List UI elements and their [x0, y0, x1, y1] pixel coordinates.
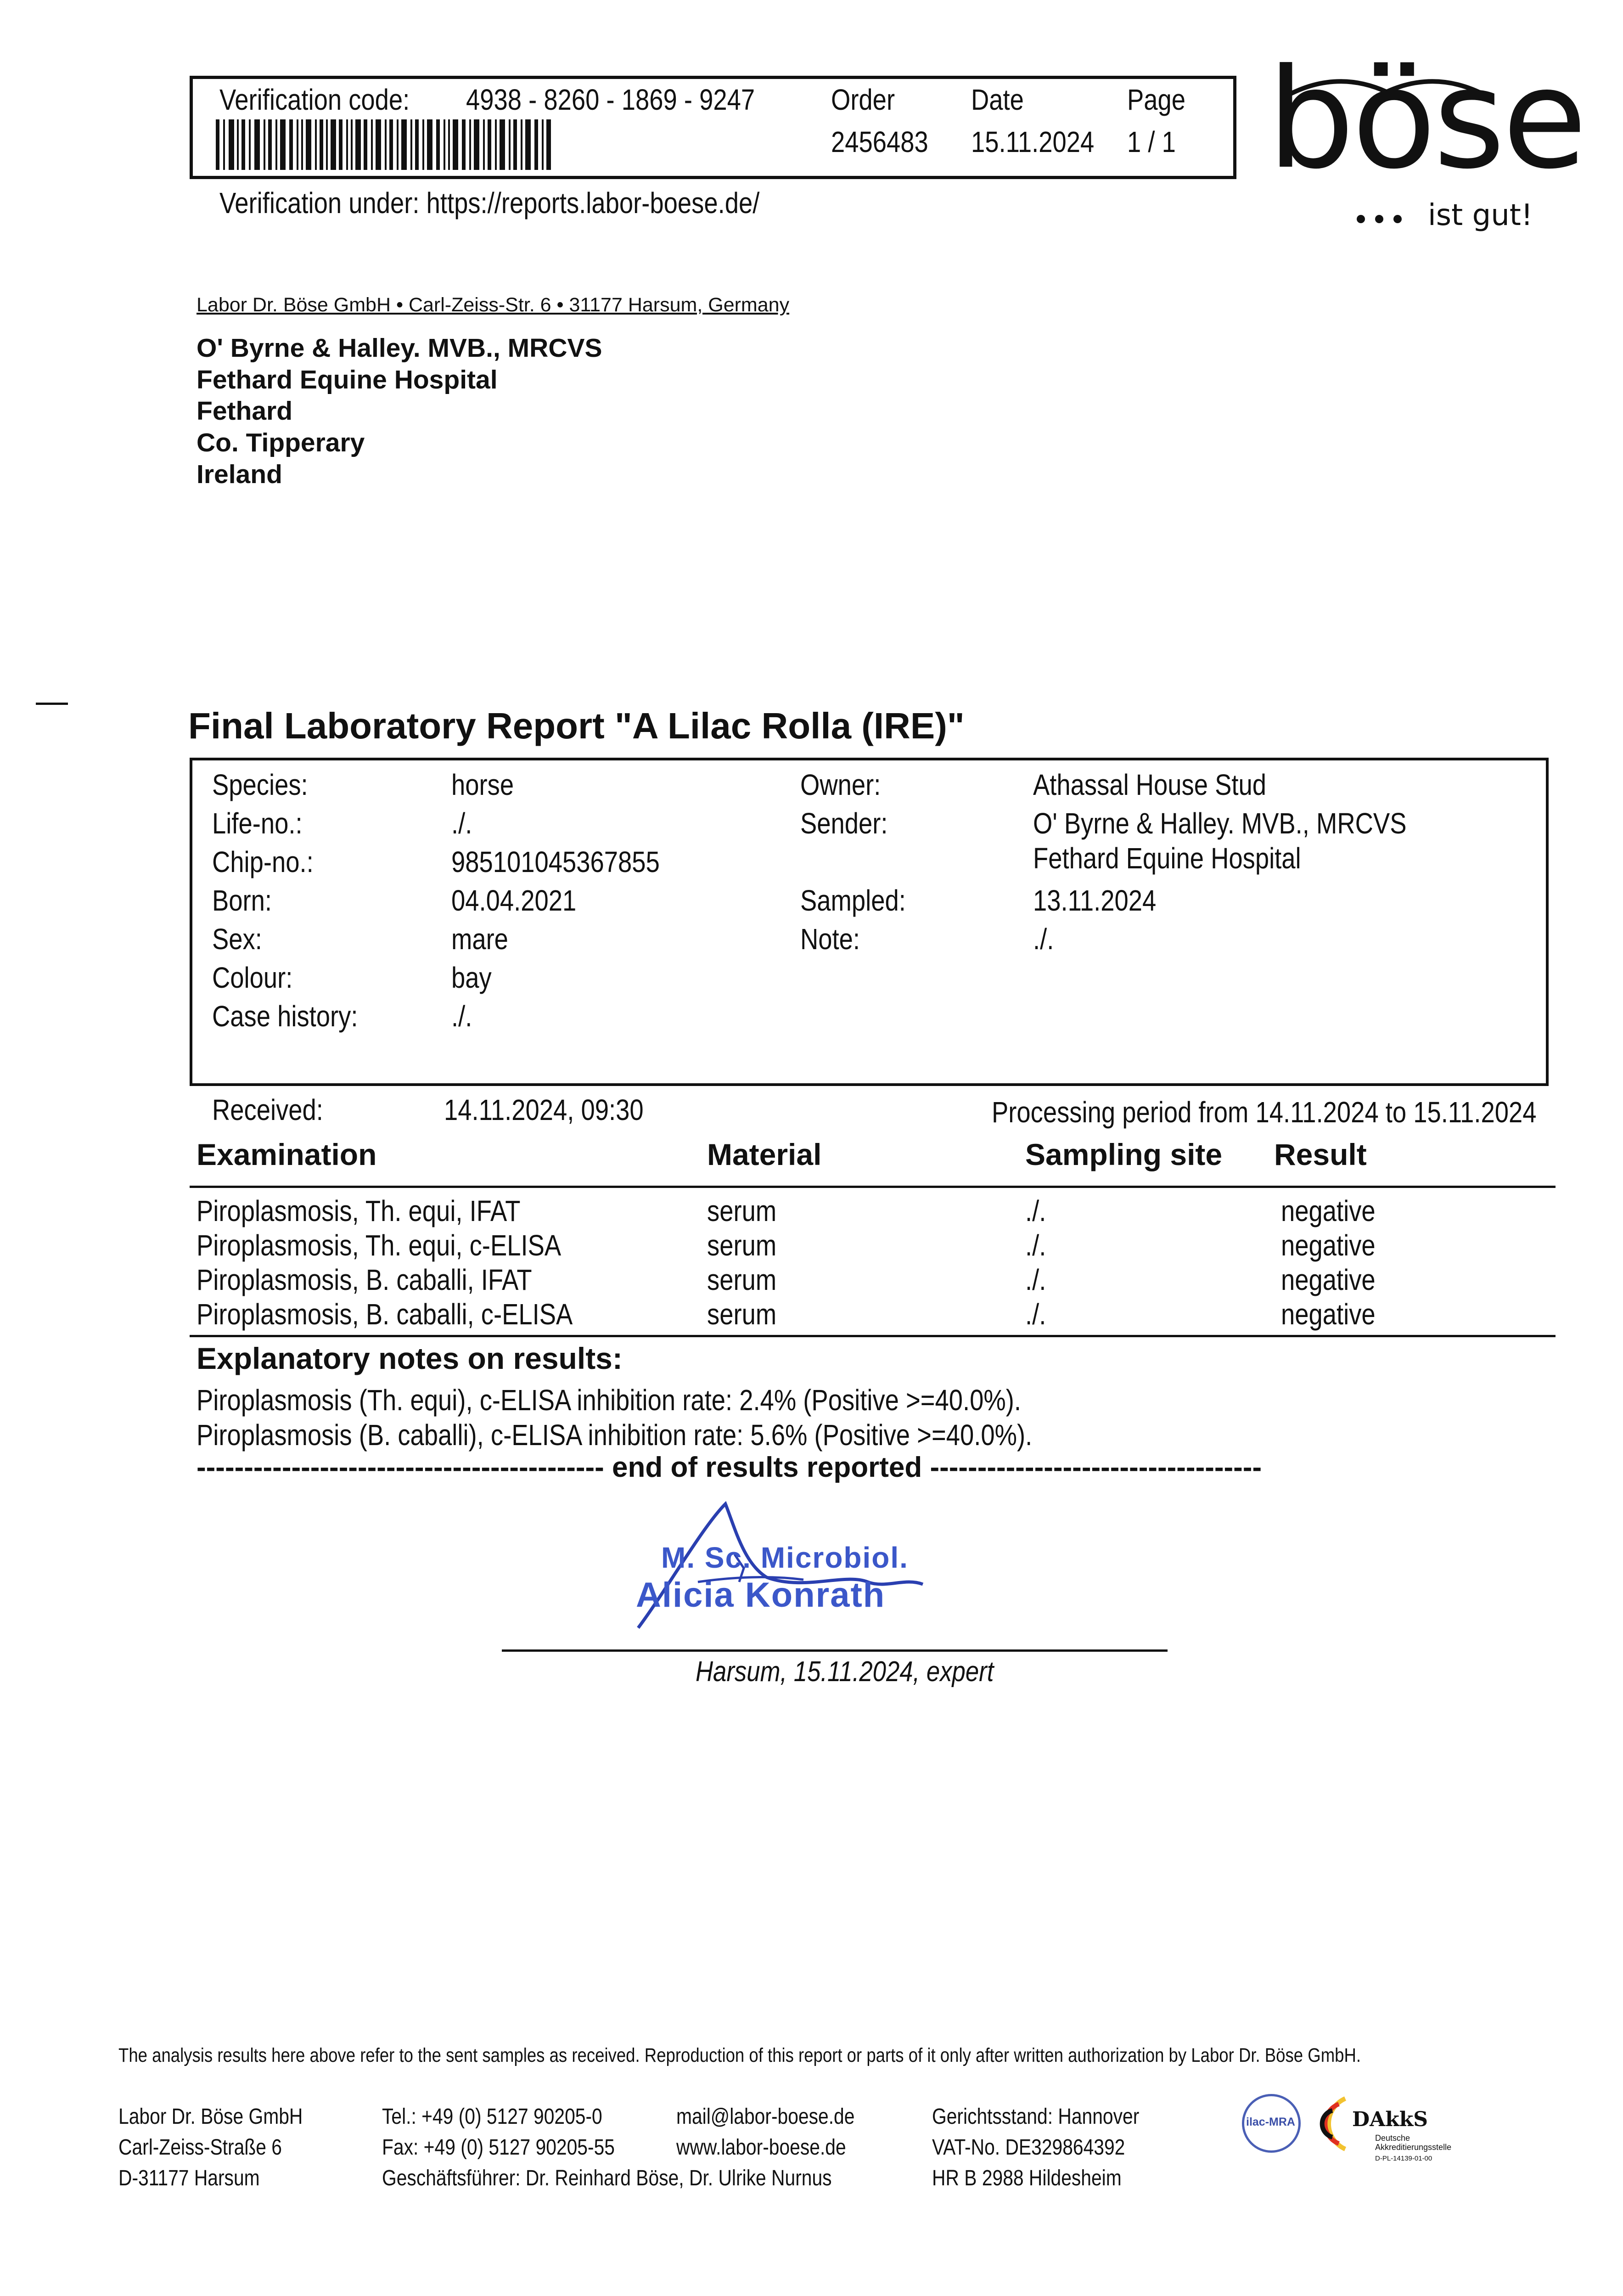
- logo-dot-icon: [1375, 215, 1383, 223]
- dakks-logo-icon: [1313, 2094, 1354, 2154]
- footer-register: HR B 2988 Hildesheim: [932, 2166, 1122, 2190]
- table-cell: negative: [1281, 1229, 1376, 1262]
- colour-value: bay: [451, 961, 492, 994]
- table-cell: ./.: [1025, 1298, 1046, 1331]
- order-value: 2456483: [831, 125, 928, 158]
- note-line: Piroplasmosis (B. caballi), c-ELISA inhibition rate: 5.6% (Positive >=40.0%).: [197, 1418, 1033, 1452]
- fold-mark: [36, 703, 68, 705]
- date-value: 15.11.2024: [971, 125, 1095, 158]
- recipient-line: Ireland: [197, 460, 282, 489]
- owner-value: Athassal House Stud: [1033, 768, 1267, 801]
- note-value: ./.: [1033, 923, 1054, 956]
- note-line: Piroplasmosis (Th. equi), c-ELISA inhibition rate: 2.4% (Positive >=40.0%).: [197, 1384, 1022, 1417]
- table-divider: [190, 1335, 1556, 1337]
- born-value: 04.04.2021: [451, 884, 577, 917]
- case-history-value: ./.: [451, 1000, 472, 1033]
- recipient-line: Fethard: [197, 396, 293, 426]
- signature-stamp-title: M. Sc. Microbiol.: [661, 1541, 909, 1574]
- barcode-icon: [216, 119, 551, 170]
- note-label: Note:: [800, 923, 860, 956]
- signature-line: [502, 1649, 1168, 1652]
- verification-code-label: Verification code:: [219, 83, 410, 116]
- logo-dot-icon: [1357, 215, 1365, 223]
- footer-company: Labor Dr. Böse GmbH: [118, 2105, 303, 2129]
- colour-label: Colour:: [212, 961, 293, 994]
- table-cell: Piroplasmosis, B. caballi, c-ELISA: [197, 1298, 573, 1331]
- ilac-mra-logo-icon: [1242, 2094, 1301, 2153]
- notes-title: Explanatory notes on results:: [197, 1341, 623, 1375]
- table-divider: [190, 1186, 1556, 1188]
- dakks-logo-text: DAkkS: [1352, 2108, 1428, 2131]
- sender-value: O' Byrne & Halley. MVB., MRCVS: [1033, 807, 1407, 840]
- logo-tagline: ist gut!: [1428, 198, 1533, 232]
- page-label: Page: [1127, 83, 1186, 116]
- page-value: 1 / 1: [1127, 125, 1176, 158]
- table-header-result: Result: [1274, 1137, 1367, 1171]
- signature-caption: Harsum, 15.11.2024, expert: [696, 1656, 994, 1688]
- dakks-subtitle: Deutsche: [1375, 2133, 1410, 2143]
- footer-fax: Fax: +49 (0) 5127 90205-55: [382, 2135, 615, 2160]
- sender-value: Fethard Equine Hospital: [1033, 842, 1301, 875]
- sender-label: Sender:: [800, 807, 888, 840]
- logo-dot-icon: [1393, 215, 1402, 223]
- footer-jurisdiction: Gerichtsstand: Hannover: [932, 2105, 1140, 2129]
- end-of-results-line: ------------------------------------------- end of results reported -----------------------------------: [197, 1452, 1262, 1483]
- signature-stamp-name: Alicia Konrath: [636, 1576, 886, 1615]
- table-cell: negative: [1281, 1194, 1376, 1227]
- owner-label: Owner:: [800, 768, 881, 801]
- sex-label: Sex:: [212, 923, 262, 956]
- sender-address-line: Labor Dr. Böse GmbH • Carl-Zeiss-Str. 6 • 31177 Harsum, Germany: [197, 294, 790, 316]
- ilac-mra-logo-text: ilac-MRA: [1246, 2116, 1295, 2128]
- recipient-line: Fethard Equine Hospital: [197, 365, 498, 394]
- dakks-id: D-PL-14139-01-00: [1375, 2155, 1432, 2162]
- footer-email: mail@labor-boese.de: [676, 2105, 855, 2129]
- table-cell: negative: [1281, 1263, 1376, 1296]
- table-cell: serum: [707, 1194, 777, 1227]
- footer-website: www.labor-boese.de: [676, 2135, 846, 2160]
- species-value: horse: [451, 768, 514, 801]
- footer-vat: VAT-No. DE329864392: [932, 2135, 1125, 2160]
- sampled-value: 13.11.2024: [1033, 884, 1157, 917]
- sex-value: mare: [451, 923, 508, 956]
- sampled-label: Sampled:: [800, 884, 906, 917]
- species-label: Species:: [212, 768, 308, 801]
- chip-no-label: Chip-no.:: [212, 845, 314, 878]
- table-cell: serum: [707, 1263, 777, 1296]
- report-title: Final Laboratory Report "A Lilac Rolla (IRE)": [188, 705, 965, 746]
- footer-city: D-31177 Harsum: [118, 2166, 260, 2190]
- recipient-line: O' Byrne & Halley. MVB., MRCVS: [197, 333, 602, 363]
- table-cell: Piroplasmosis, Th. equi, IFAT: [197, 1194, 521, 1227]
- received-value: 14.11.2024, 09:30: [444, 1093, 644, 1126]
- table-cell: ./.: [1025, 1229, 1046, 1262]
- disclaimer: The analysis results here above refer to the sent samples as received. Reproduction of this report or parts of it only after written authorization by Labor Dr. Böse GmbH.: [118, 2044, 1361, 2066]
- table-header-examination: Examination: [197, 1137, 377, 1171]
- table-cell: negative: [1281, 1298, 1376, 1331]
- table-cell: Piroplasmosis, Th. equi, c-ELISA: [197, 1229, 562, 1262]
- dakks-subtitle: Akkreditierungsstelle: [1375, 2143, 1452, 2152]
- table-cell: serum: [707, 1298, 777, 1331]
- received-label: Received:: [212, 1093, 323, 1126]
- table-cell: serum: [707, 1229, 777, 1262]
- case-history-label: Case history:: [212, 1000, 358, 1033]
- life-no-label: Life-no.:: [212, 807, 303, 840]
- table-cell: ./.: [1025, 1263, 1046, 1296]
- footer-tel: Tel.: +49 (0) 5127 90205-0: [382, 2105, 602, 2129]
- processing-period: Processing period from 14.11.2024 to 15.11.2024: [992, 1096, 1537, 1129]
- table-cell: Piroplasmosis, B. caballi, IFAT: [197, 1263, 532, 1296]
- verification-code-value: 4938 - 8260 - 1869 - 9247: [466, 83, 755, 116]
- recipient-line: Co. Tipperary: [197, 428, 365, 457]
- date-label: Date: [971, 83, 1024, 116]
- footer-street: Carl-Zeiss-Straße 6: [118, 2135, 282, 2160]
- table-header-sampling-site: Sampling site: [1025, 1137, 1223, 1171]
- table-header-material: Material: [707, 1137, 822, 1171]
- verification-url: Verification under: https://reports.labor-boese.de/: [219, 186, 760, 219]
- order-label: Order: [831, 83, 895, 116]
- logo-text: böse: [1267, 39, 1584, 199]
- born-label: Born:: [212, 884, 272, 917]
- table-cell: ./.: [1025, 1194, 1046, 1227]
- chip-no-value: 985101045367855: [451, 845, 660, 878]
- life-no-value: ./.: [451, 807, 472, 840]
- footer-managers: Geschäftsführer: Dr. Reinhard Böse, Dr. Ulrike Nurnus: [382, 2166, 832, 2190]
